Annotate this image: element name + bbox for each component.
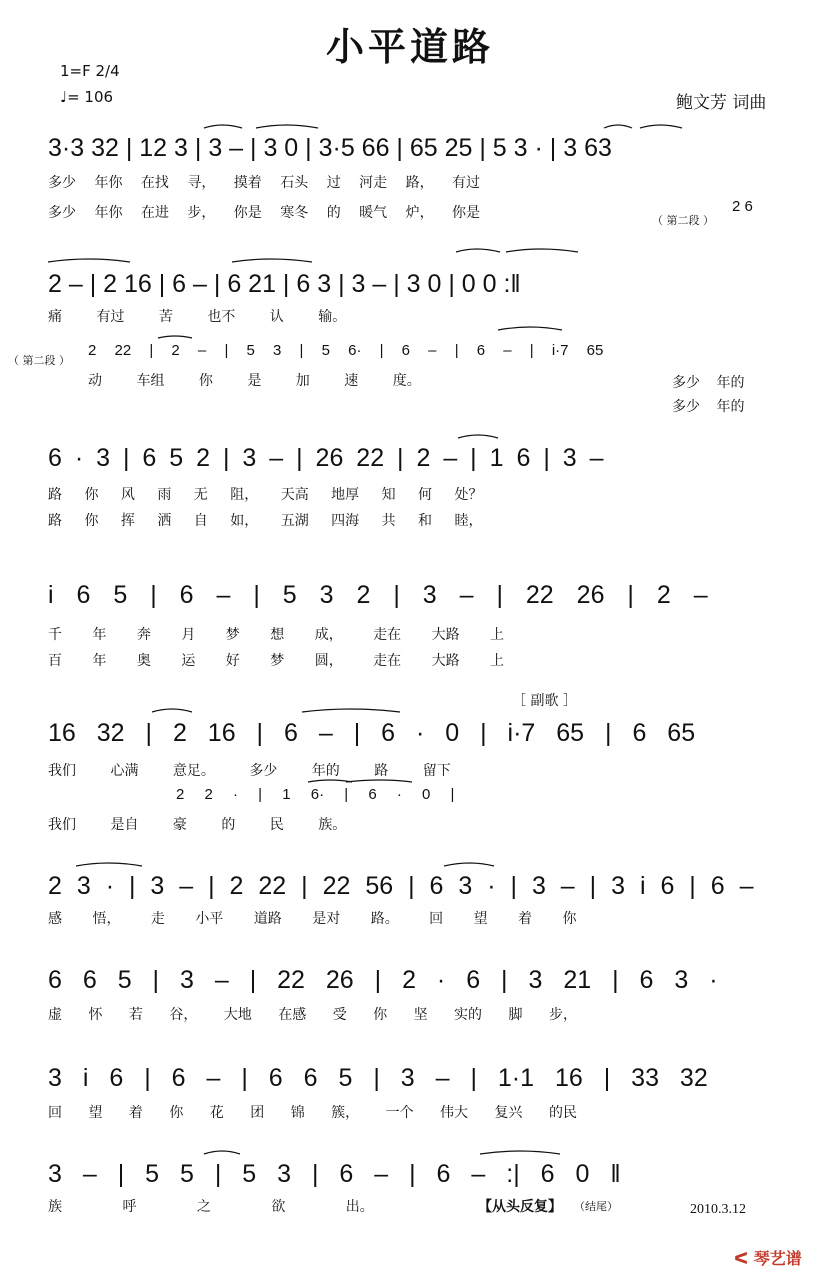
slur [256, 125, 318, 128]
slur [456, 249, 500, 252]
slur [302, 709, 400, 712]
repeat-instruction: 【从头反复】 [478, 1199, 562, 1215]
system-5-lyrics-verse-2: 我们 是自 豪 的 民 族。 [48, 817, 347, 833]
slur [204, 1151, 240, 1154]
system-2-extra-notation: 2 22 | 2 – | 5 3 | 5 6· | 6 – | 6 – | i·7 65 [88, 342, 604, 359]
system-9-notation: 3 – | 5 5 | 5 3 | 6 – | 6 – :| 6 0 ‖ [48, 1160, 621, 1188]
system-1-lyrics-verse-1: 多少 年你 在找 寻， 摸着 石头 过 河走 路， 有过 [48, 175, 481, 191]
key-signature: 1=F 2/4 [60, 62, 120, 80]
system-2-extra-lyrics-1: 多少 年的 [672, 375, 745, 391]
system-8-lyrics: 回 望 着 你 花 团 锦 簇， 一个 伟大 复兴 的民 [48, 1105, 577, 1121]
song-title: 小平道路 [325, 25, 494, 69]
system-4-lyrics-verse-2: 百 年 奥 运 好 梦 圆， 走在 大路 上 [48, 653, 505, 669]
author-credit: 鲍文芳 词曲 [676, 93, 767, 113]
system-2-extra-lyrics-2: 多少 年的 [672, 399, 745, 415]
system-6-lyrics: 感 悟， 走 小平 道路 是对 路。 回 望 着 你 [48, 911, 577, 927]
system-3-lyrics-verse-1: 路 你 风 雨 无 阻， 天高 地厚 知 何 处？ [48, 487, 483, 503]
system-5-extra-notation: 2 2 · | 1 6· | 6 · 0 | [176, 786, 455, 803]
system-1-extra-notation: 2 6 [732, 198, 753, 215]
slur [458, 435, 498, 438]
system-5-notation: 16 32 | 2 16 | 6 – | 6 · 0 | i·7 65 | 6 65 [48, 719, 696, 747]
date-stamp: 2010.3.12 [690, 1202, 746, 1217]
system-4-lyrics-verse-1: 千 年 奔 月 梦 想 成， 走在 大路 上 [48, 627, 505, 643]
second-part-label: （ 第二段 ） [652, 214, 714, 227]
system-3-notation: 6 · 3 | 6 5 2 | 3 – | 26 22 | 2 – | 1 6 | 3 – [48, 444, 604, 472]
slur [506, 249, 578, 252]
slur [158, 336, 192, 338]
slur [346, 780, 412, 782]
system-1-notation: 3·3 32 | 12 3 | 3 – | 3 0 | 3·5 66 | 65 25 | 5 3 · | 3 63 [48, 134, 612, 162]
system-7-lyrics: 虚 怀 若 谷， 大地 在感 受 你 坚 实的 脚 步， [48, 1007, 577, 1023]
slur [480, 1151, 560, 1154]
slur [444, 863, 494, 866]
slur [204, 125, 242, 128]
slur [152, 709, 192, 712]
system-2-lyrics-verse-2: 动 车组 你 是 加 速 度。 [88, 373, 421, 389]
system-6-notation: 2 3 · | 3 – | 2 22 | 22 56 | 6 3 · | 3 – | 3 i 6 | 6 – [48, 872, 754, 900]
slur [76, 863, 142, 866]
chorus-label: ［ 副歌 ］ [512, 693, 577, 709]
logo-mark-icon: ᐸ [734, 1249, 754, 1268]
slur [604, 125, 632, 128]
system-8-notation: 3 i 6 | 6 – | 6 6 5 | 3 – | 1·1 16 | 33 32 [48, 1064, 708, 1092]
slur [232, 259, 312, 262]
second-part-label-2: （ 第二段 ） [8, 354, 70, 367]
slur [48, 259, 130, 262]
system-7-notation: 6 6 5 | 3 – | 22 26 | 2 · 6 | 3 21 | 6 3 · [48, 966, 718, 994]
slur [498, 327, 562, 330]
system-3-lyrics-verse-2: 路 你 挥 洒 自 如， 五湖 四海 共 和 睦， [48, 513, 483, 529]
system-9-lyrics: 族 呼 之 欲 出。 [48, 1199, 374, 1215]
system-2-lyrics-verse-1: 痛 有过 苦 也不 认 输。 [48, 309, 347, 325]
logo-text: 琴艺谱 [753, 1249, 802, 1268]
system-5-lyrics-verse-1: 我们 心满 意足。 多少 年的 路 留下 [48, 763, 451, 779]
system-1-lyrics-verse-2: 多少 年你 在进 步， 你是 寒冬 的 暖气 炉， 你是 [48, 205, 481, 221]
slur [308, 780, 352, 782]
system-2-notation: 2 – | 2 16 | 6 – | 6 21 | 6 3 | 3 – | 3 0 | 0 0 :‖ [48, 270, 521, 298]
tempo-marking: ♩= 106 [60, 88, 114, 106]
system-4-notation: i 6 5 | 6 – | 5 3 2 | 3 – | 22 26 | 2 – [48, 581, 708, 609]
slur [640, 125, 682, 128]
ending-label: （结尾） [574, 1200, 618, 1213]
